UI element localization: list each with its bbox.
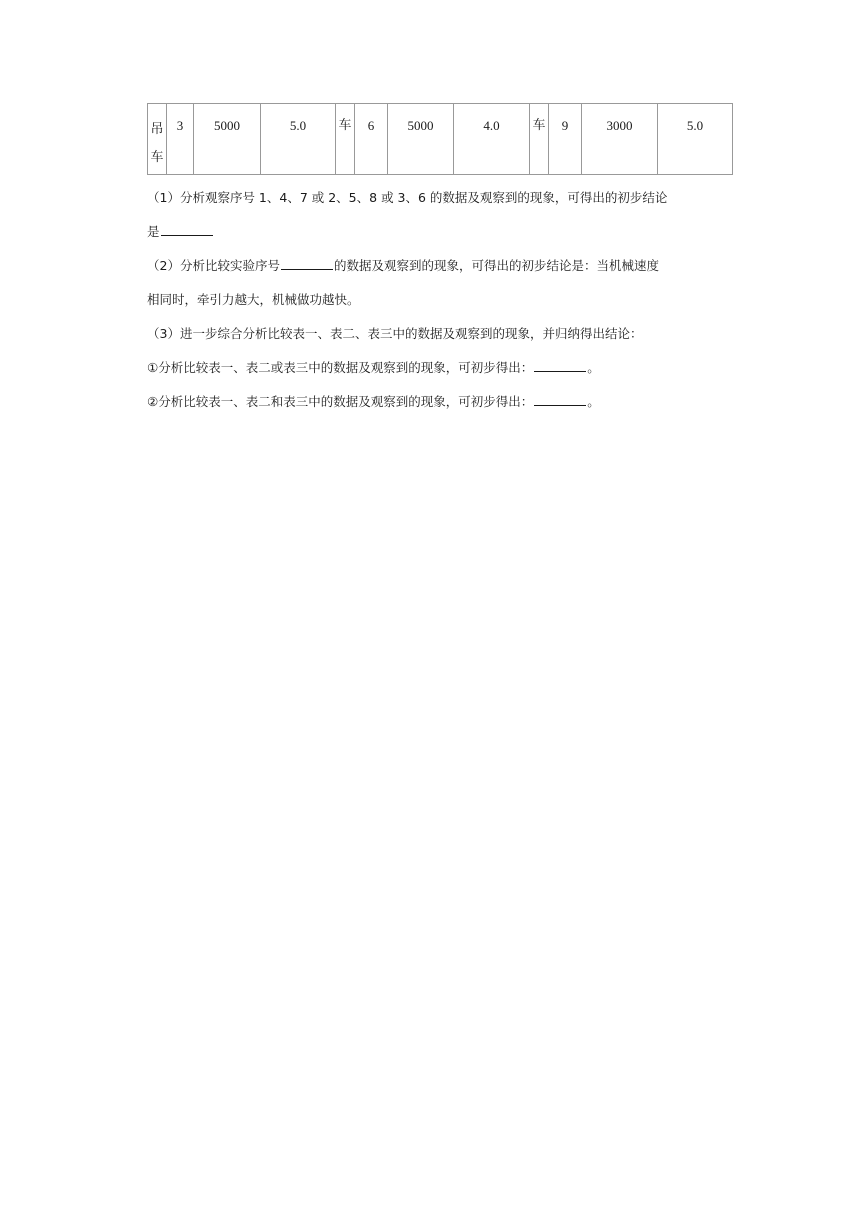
answer-blank-3b[interactable]	[534, 391, 586, 406]
cell-text: 6	[367, 118, 375, 133]
question-3-text: （3）进一步综合分析比较表一、表二、表三中的数据及观察到的现象，并归纳得出结论：	[147, 326, 643, 341]
table-cell-label	[530, 104, 549, 175]
table-cell	[167, 104, 194, 175]
question-2-line-1	[147, 249, 732, 283]
table-cell-label	[148, 104, 167, 175]
table-cell	[658, 104, 733, 175]
table-cell	[582, 104, 658, 175]
table-cell	[454, 104, 530, 175]
data-table	[147, 103, 733, 175]
answer-blank-2[interactable]	[281, 255, 333, 270]
table-cell	[261, 104, 336, 175]
cell-text: 5.0	[686, 118, 704, 133]
question-1-line-2	[147, 215, 732, 249]
questions-section	[147, 181, 732, 419]
question-3a	[147, 351, 732, 385]
question-2-text-start: （2）分析比较实验序号	[147, 258, 280, 273]
cell-text: 5000	[214, 118, 240, 133]
table-cell	[355, 104, 388, 175]
document-page	[147, 103, 732, 419]
table-cell	[388, 104, 454, 175]
question-3	[147, 317, 732, 351]
question-3b-text: ②分析比较表一、表二和表三中的数据及观察到的现象，可初步得出：	[147, 394, 534, 409]
cell-text: 3	[176, 118, 184, 133]
question-3b	[147, 385, 732, 419]
cell-text: 3000	[606, 118, 633, 133]
table-cell	[549, 104, 582, 175]
table-cell-label	[336, 104, 355, 175]
cell-text: 5.0	[289, 118, 307, 133]
answer-blank-1[interactable]	[161, 221, 213, 236]
cell-text: 车	[532, 118, 546, 133]
table-cell	[194, 104, 261, 175]
label-top-text: 吊	[150, 122, 164, 137]
question-3a-end: 。	[587, 360, 600, 375]
cell-text: 9	[561, 118, 569, 133]
label-bottom-text: 车	[150, 150, 164, 165]
cell-text: 4.0	[483, 118, 500, 133]
cell-text: 车	[338, 118, 352, 133]
question-3b-end: 。	[587, 394, 600, 409]
cell-text: 5000	[407, 118, 434, 133]
question-2-line-2	[147, 283, 732, 317]
question-2-text-end: 的数据及观察到的现象，可得出的初步结论是：当机械速度	[333, 258, 659, 273]
table-row	[148, 104, 733, 175]
question-3a-text: ①分析比较表一、表二或表三中的数据及观察到的现象，可初步得出：	[147, 360, 534, 375]
answer-blank-3a[interactable]	[534, 357, 586, 372]
question-1-text: （1）分析观察序号 1、4、7 或 2、5、8 或 3、6 的数据及观察到的现象，可得出的初步结论	[147, 190, 668, 205]
question-1-text-end: 是	[147, 224, 160, 239]
question-2-text-continued: 相同时，牵引力越大，机械做功越快。	[147, 292, 360, 307]
question-1-line-1	[147, 181, 732, 215]
